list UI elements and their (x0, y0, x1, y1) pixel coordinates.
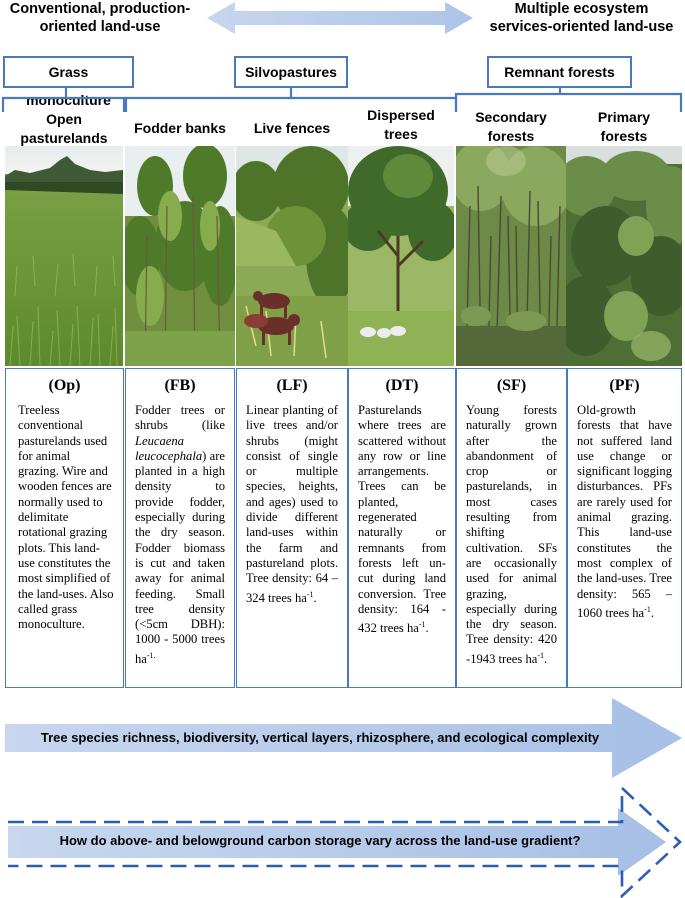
col-head-lf-line1: Live fences (253, 120, 331, 136)
col-head-pf-line2: forests (600, 128, 648, 144)
col-head-sf (456, 108, 566, 146)
col-head-fb (125, 119, 235, 138)
photo-fodder-banks (125, 146, 235, 366)
card-dt-desc (358, 403, 446, 637)
card-sf-desc-c: . (544, 651, 548, 666)
right-endpoint-line1: Multiple ecosystem (514, 1, 649, 17)
card-lf-desc-c: . (313, 590, 317, 605)
card-sf-desc-sup: -1 (537, 650, 545, 660)
card-op-abbr: (Op) (48, 377, 81, 394)
card-fb (125, 368, 235, 688)
col-head-op-line2: pasturelands (20, 130, 108, 146)
card-sf-desc-a: Young forests naturally grown after the abandonment of crop or pasturelands, in most cases resulting from shifting cultivation. SFs are occasionally used for animal grazing, especially during the dry season. Tree density: 420 -1943 trees ha (466, 403, 557, 666)
card-fb-desc-italic: Leucaena leucocephala (135, 433, 203, 463)
card-lf-abbr: (LF) (276, 377, 308, 394)
col-head-lf (236, 119, 348, 138)
card-dt-desc-a: Pasturelands where trees are scattered without any row or line arrangements. Trees can be planted, regenerated naturally or remnants from forests left un-cut during land conversion. Tree density: 164 - 432 trees ha (358, 403, 446, 636)
col-head-dt-line1: Dispersed (367, 107, 435, 123)
card-pf (567, 368, 682, 688)
photo-live-fences (236, 146, 348, 366)
card-dt-desc-sup: -1 (418, 620, 426, 630)
card-sf-desc (466, 403, 557, 667)
card-lf (236, 368, 348, 688)
group-grass-monoculture: Grass monoculture (3, 56, 134, 88)
left-endpoint-line2: oriented land-use (39, 19, 161, 35)
right-endpoint-line2: services-oriented land-use (489, 19, 674, 35)
card-pf-abbr: (PF) (609, 377, 640, 394)
card-lf-desc-sup: -1 (306, 589, 314, 599)
card-sf-abbr: (SF) (496, 377, 527, 394)
card-pf-desc-a: Old-growth forests that have not suffered land use change or significant logging disturbances. PFs are rarely used for animal grazing. This land-use constitutes the most complex of the land-uses. Tree density: 565 – 1060 trees ha (577, 403, 672, 621)
col-head-pf (566, 108, 682, 146)
photo-primary-forests (566, 146, 682, 366)
card-dt-desc-c: . (425, 621, 429, 636)
left-endpoint-label (0, 0, 200, 36)
col-head-sf-line2: forests (487, 128, 535, 144)
card-dt-abbr: (DT) (385, 377, 419, 394)
card-pf-desc-sup: -1 (644, 604, 651, 614)
card-fb-abbr: (FB) (164, 377, 196, 394)
col-head-dt (348, 106, 454, 144)
card-fb-desc-sup: -1. (146, 650, 156, 660)
col-head-op (5, 110, 123, 148)
card-lf-desc-a: Linear planting of live trees and/or shrubs (might consist of single or multiple species, heights, and ages) used to divide different land-uses within the farm and pastureland plots. Tree density: 64 – 324 trees ha (246, 403, 338, 605)
left-endpoint-line1: Conventional, production- (9, 1, 191, 17)
card-sf (456, 368, 567, 688)
col-head-pf-line1: Primary (597, 109, 651, 125)
right-endpoint-label (478, 0, 685, 36)
bracket-grass (3, 88, 124, 112)
col-head-sf-line1: Secondary (475, 109, 547, 125)
card-lf-desc (246, 403, 338, 606)
card-fb-desc-a: Fodder trees or shrubs (like (135, 403, 225, 433)
photo-open-pasture (5, 146, 123, 366)
col-head-dt-line2: trees (384, 126, 418, 142)
card-pf-desc (577, 403, 672, 621)
col-head-fb-line1: Fodder banks (134, 120, 226, 136)
card-op (5, 368, 124, 688)
card-dt (348, 368, 456, 688)
group-remnant-forests: Remnant forests (487, 56, 632, 88)
double-arrow-icon (205, 0, 475, 36)
card-fb-desc-b: ) are planted in a high density to provide fodder, especially during the dry season. Fodder biomass is cut and taken away for animal feeding. Small tree density (<5cm DBH): 1000 - 5000 trees ha (135, 448, 225, 666)
group-silvopastures: Silvopastures (234, 56, 348, 88)
gradient-arrow-label: Tree species richness, biodiversity, vertical layers, rhizosphere, and ecological complexity (40, 730, 600, 745)
card-pf-desc-c: . (650, 606, 654, 621)
col-head-op-line1: Open (46, 111, 82, 127)
question-arrow-label: How do above- and belowground carbon storage vary across the land-use gradient? (59, 833, 581, 848)
photo-secondary-forests (456, 146, 566, 366)
card-fb-desc (135, 403, 225, 667)
photo-dispersed-trees (348, 146, 454, 366)
card-op-desc: Treeless conventional pasturelands used for animal grazing. Wire and wooden fences are normally used to delimitate rotational grazing plots. This land-use constitutes the most simplified of the land-uses. Also called grass monoculture. (18, 403, 114, 632)
